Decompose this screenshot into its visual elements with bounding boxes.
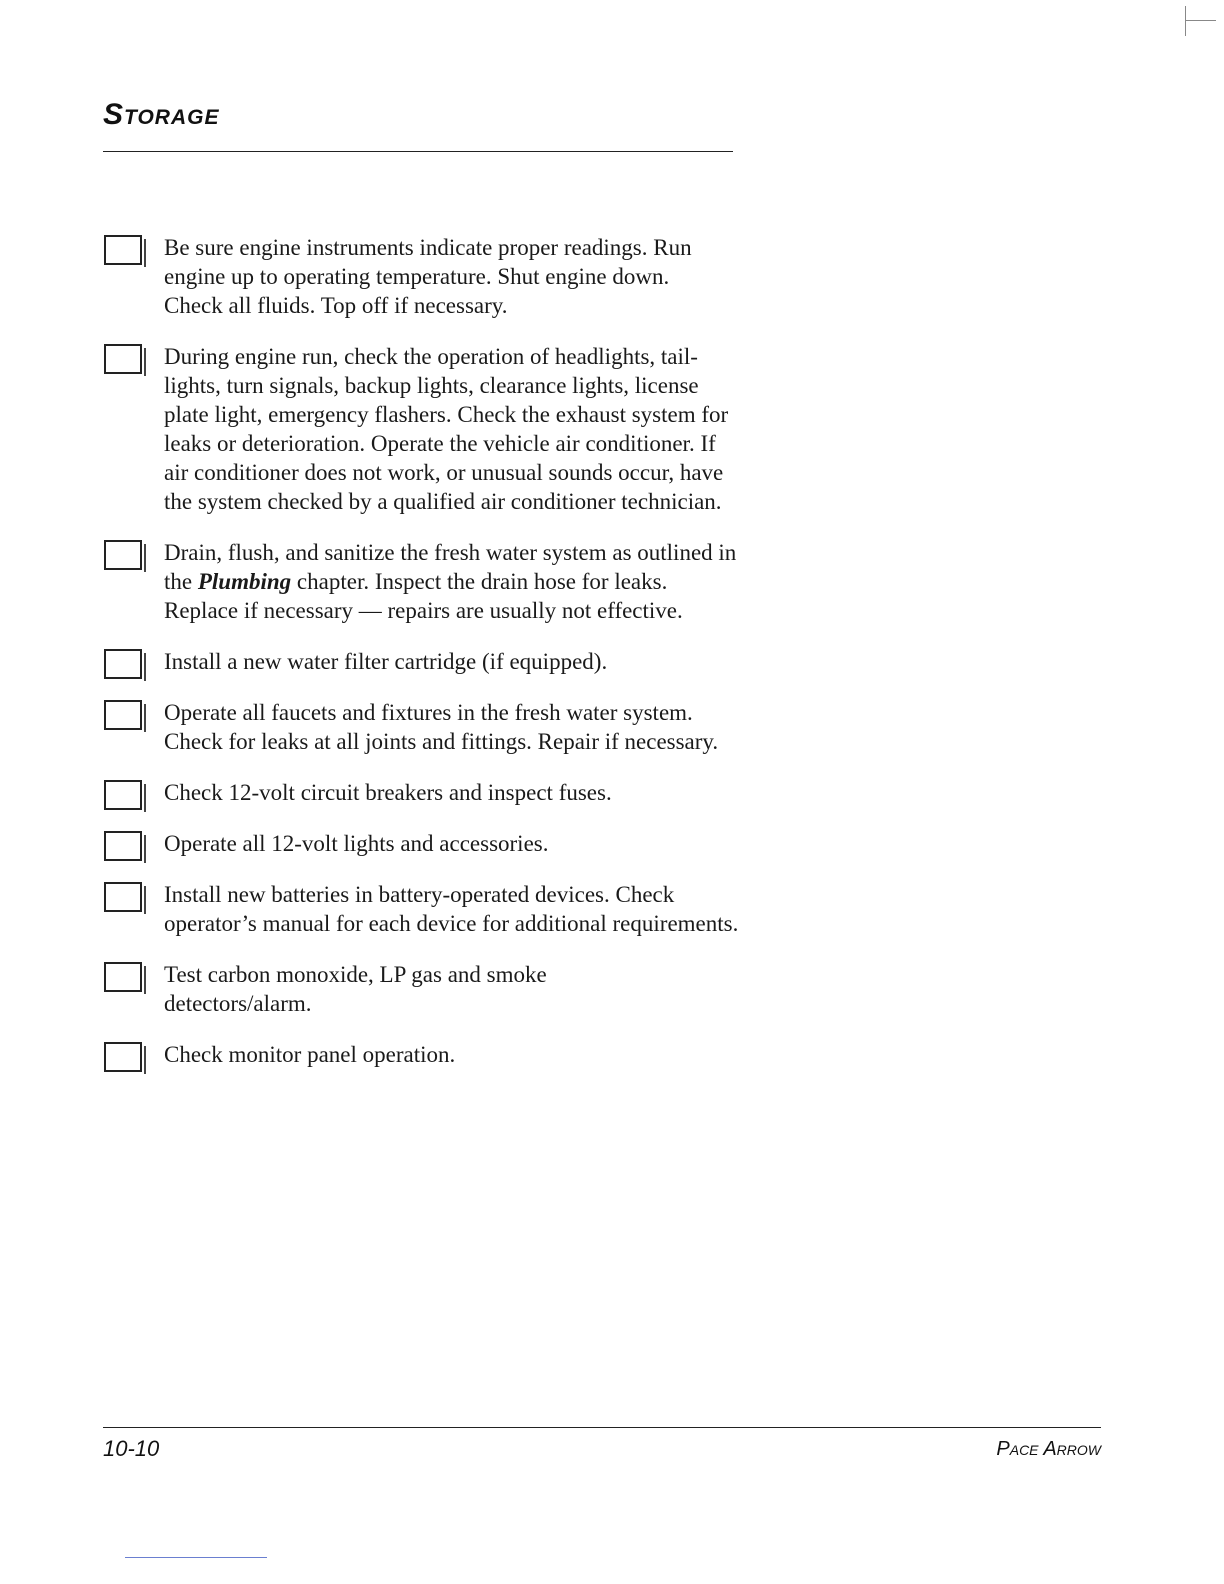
page-number: 10-10 [103,1436,160,1461]
checklist-item-text: Test carbon monoxide, LP gas and smoke detectors/alarm. [164,962,547,1016]
checkbox[interactable] [104,649,142,679]
checklist-item-text: Install a new water filter cartridge (if equipped). [164,649,608,674]
checklist-item-text: Operate all faucets and fixtures in the fresh water system. Check for leaks at all joints and fittings. Repair if necessary. [164,700,719,754]
checkbox[interactable] [104,235,142,265]
checkbox[interactable] [104,1042,142,1072]
checkbox[interactable] [104,700,142,730]
checklist-item [104,233,744,320]
checklist-item-text-end: chapter. Inspect the drain hose for leaks. Replace if necessary — repairs are usually not effective. [164,569,683,623]
checklist-item [104,829,744,858]
checkbox[interactable] [104,962,142,992]
checklist-item-text: Install new batteries in battery-operated devices. Check operator’s manual for each device for additional requirements. [164,882,739,936]
checklist-item-text: Check monitor panel operation. [164,1042,456,1067]
checklist-item [104,698,744,756]
checklist-item-text: Check 12-volt circuit breakers and inspect fuses. [164,780,612,805]
checklist-item [104,1040,744,1069]
checkbox[interactable] [104,540,142,570]
checklist-item [104,342,744,516]
checklist-item-text: Operate all 12-volt lights and accessories. [164,831,549,856]
checklist-item [104,778,744,807]
checklist-item [104,647,744,676]
checklist-item-text: During engine run, check the operation of headlights, tail-lights, turn signals, backup lights, clearance lights, license plate light, emergency flashers. Check the exhaust system for leaks or deterioration. Operate the vehicle air conditioner. If air conditioner does not work, or unusual sounds occur, have the system checked by a qualified air conditioner technician. [164,344,729,514]
scan-artifact-line [125,1557,267,1558]
checklist-item-text: Be sure engine instruments indicate proper readings. Run engine up to operating temperature. Shut engine down. Check all fluids. Top off if necessary. [164,235,692,318]
checklist-item [104,538,744,625]
checkbox[interactable] [104,344,142,374]
checklist-item [104,880,744,938]
checkbox[interactable] [104,780,142,810]
plumbing-chapter-reference: Plumbing [197,569,292,594]
checklist-item-text [164,538,744,625]
page-title: Storage [103,98,220,131]
footer-brand: Pace Arrow [996,1438,1101,1460]
checklist-item-text-start: Drain, flush, and sanitize the fresh water system as outlined in the [164,540,737,594]
storage-checklist [104,233,744,1069]
checkbox[interactable] [104,882,142,912]
checklist-item [104,960,744,1018]
footer-divider [103,1427,1101,1428]
corner-registration-mark [1185,6,1216,36]
title-divider [103,151,733,152]
checkbox[interactable] [104,831,142,861]
